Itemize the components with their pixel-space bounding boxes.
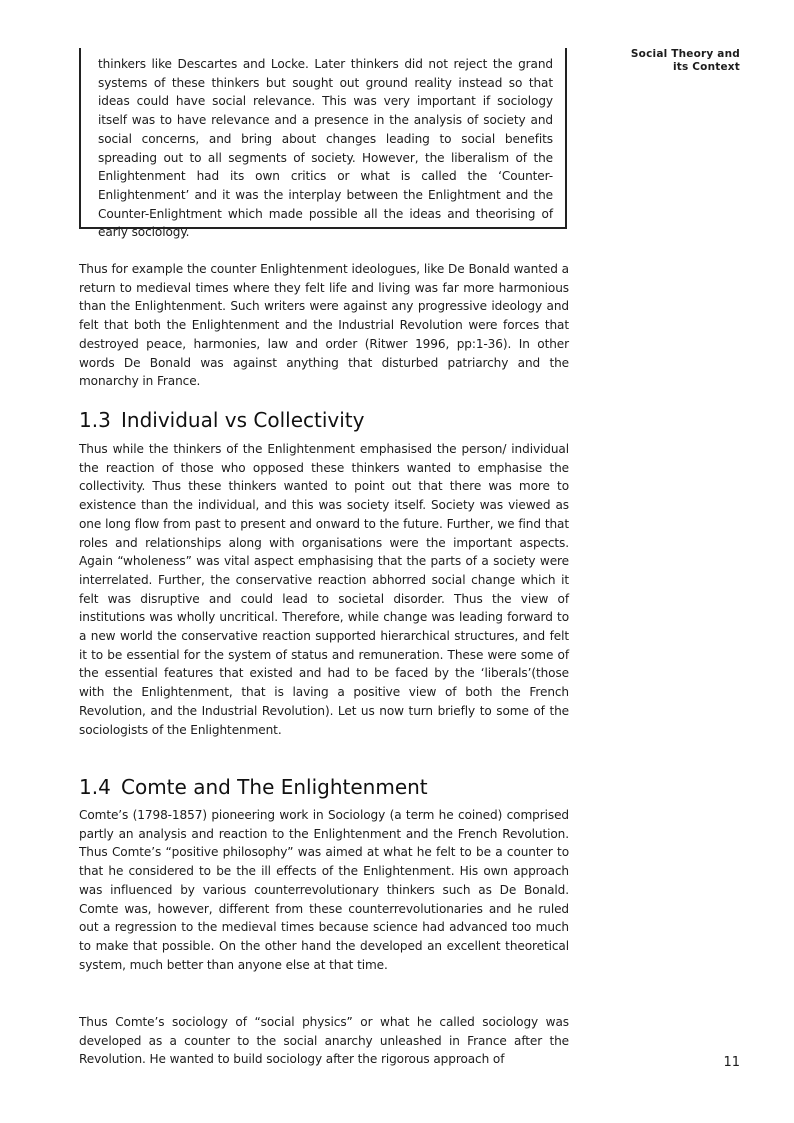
section-number: 1.3 [79,408,111,432]
paragraph-comte-enlightenment: Comte’s (1798-1857) pioneering work in Sociology (a term he coined) comprised partly an analysis and reaction to the Enlightenment and the French Revolution. Thus Comte’s “positive philosophy” was aimed at what he felt to be a counter to that he considered to be the ill effects of the Enlightenment. His own approach was influenced by various counterrevolutionary thinkers such as De Bonald. Comte was, however, different from these counterrevolutionaries and he ruled out a regression to the medieval times because science had advanced too much to make that possible. On the other hand the developed an excellent theoretical system, much better than anyone else at that time. [79,808,569,972]
paragraph-individual-vs-collectivity: Thus while the thinkers of the Enlightenment emphasised the person/ individual the reaction of those who opposed these thinkers wanted to emphasise the collectivity. Thus these thinkers wanted to point out that there was more to existence than the individual, and this was society itself. Society was viewed as one long flow from past to present and onward to the future. Further, we find that roles and relationships along with organisations were the important aspects. Again “wholeness” was vital aspect emphasising that the parts of a society were interrelated. Further, the conservative reaction abhorred social change which it felt was disruptive and could lead to societal disorder. Thus the view of institutions was wholly uncritical. Therefore, while change was leading forward to a new world the conservative reaction supported hierarchical structures, and felt it to be essential for the system of status and remuneration. These were some of the essential features that existed and had to be faced by the ‘liberals’(those with the Enlightenment, that is laving a positive view of both the French Revolution, and the Industrial Revolution). Let us now turn briefly to some of the sociologists of the Enlightenment. [79,442,569,737]
page-number: 11 [723,1055,740,1070]
section-number: 1.4 [79,775,111,799]
running-head [620,48,740,74]
section-heading-1-4 [79,774,428,800]
boxed-excerpt-text: thinkers like Descartes and Locke. Later thinkers did not reject the grand systems of these thinkers but sought out ground reality instead so that ideas could have social relevance. This was very important if sociology itself was to have relevance and a presence in the analysis of society and social concerns, and bring about changes leading to social benefits spreading out to all segments of society. However, the liberalism of the Enlightenment had its own critics or what is called the ‘Counter- Enlightenment’ and it was the interplay between the Enlightment and the Counter-Enlightment which made possible all the ideas and theorising of early sociology. [98,57,553,240]
boxed-excerpt [79,48,567,240]
running-head-line-1: Social Theory and [630,48,740,60]
paragraph-social-physics: Thus Comte’s sociology of “social physics” or what he called sociology was developed as a counter to the social anarchy unleashed in France after the Revolution. He wanted to build sociology after the rigorous approach of [79,1015,569,1067]
paragraph-counter-enlightenment: Thus for example the counter Enlightenment ideologues, like De Bonald wanted a return to medieval times where they felt life and living was far more harmonious than the Enlightenment. Such writers were against any progressive ideology and felt that both the Enlightenment and the Industrial Revolution were forces that destroyed peace, harmonies, law and order (Ritwer 1996, pp:1-36). In other words De Bonald was against anything that disturbed patriarchy and the monarchy in France. [79,262,569,389]
running-head-line-2: its Context [672,61,740,73]
section-title: Comte and The Enlightenment [121,775,428,799]
section-heading-1-3 [79,407,364,433]
section-title: Individual vs Collectivity [121,408,365,432]
